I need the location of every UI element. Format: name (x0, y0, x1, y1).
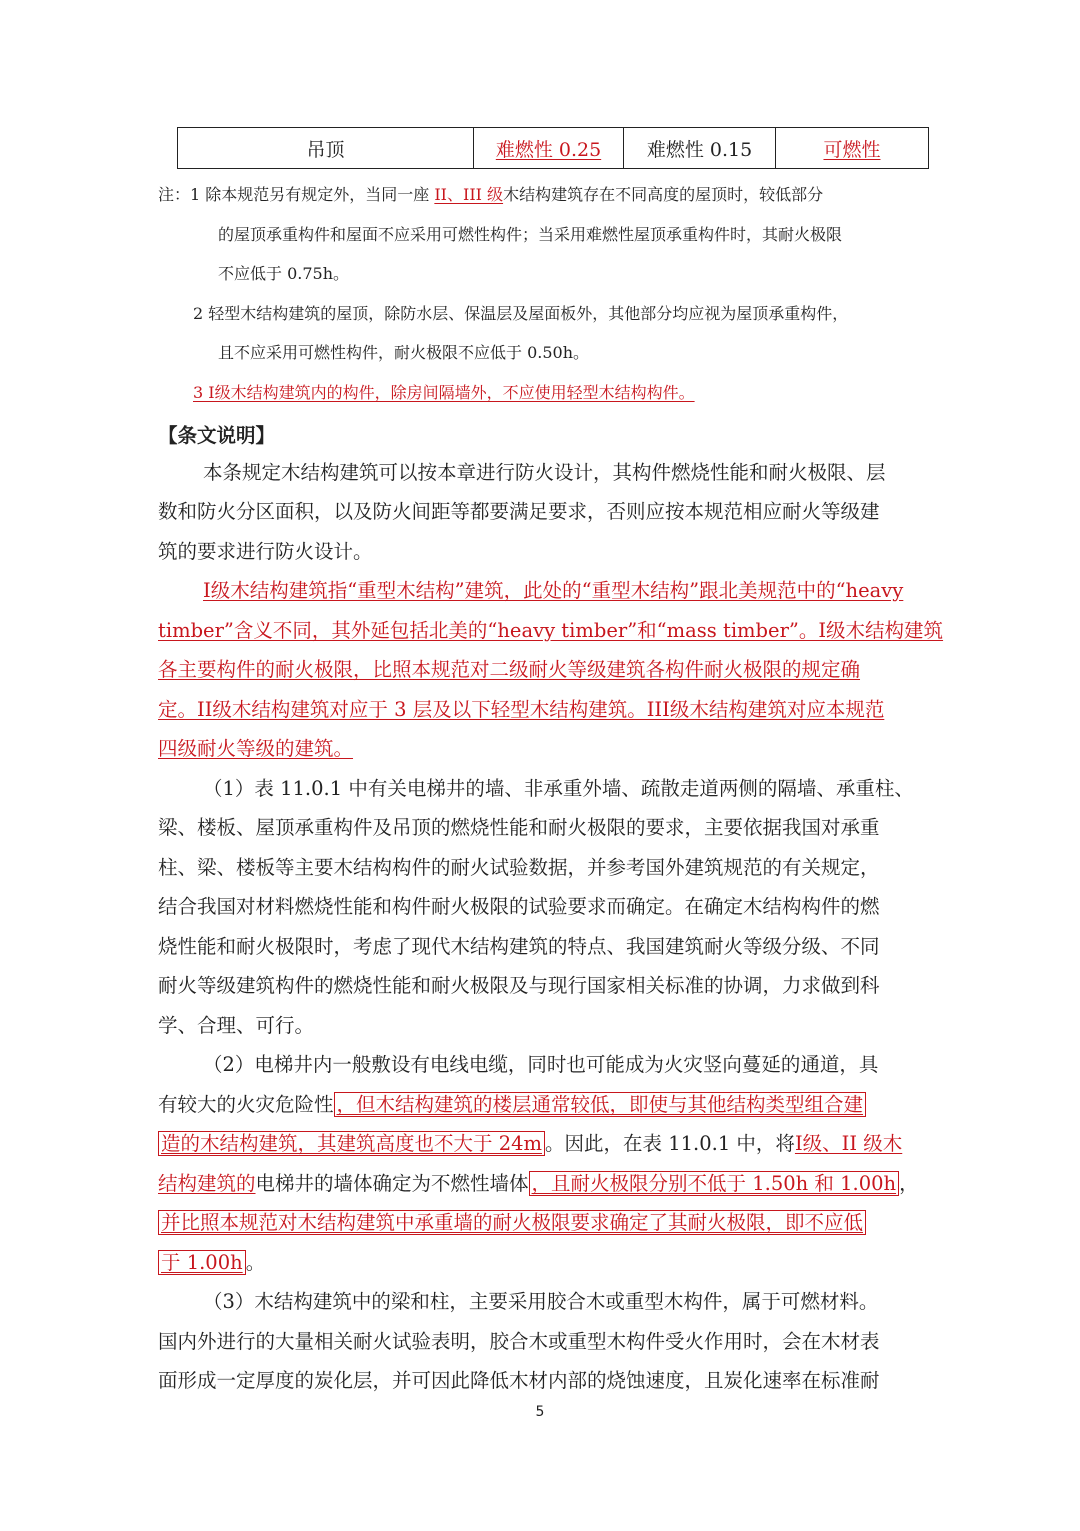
paragraph-4-line: 有较大的火灾危险性 ，但木结构建筑的楼层通常较低，即使与其他结构类型组合建 (158, 1092, 866, 1118)
paragraph-1-line: 筑的要求进行防火设计。 (158, 540, 373, 563)
paragraph-3-line: 结合我国对材料燃烧性能和构件耐火极限的试验要求而确定。在确定木结构构件的燃 (158, 895, 880, 918)
fire-rating-table-row (177, 127, 929, 169)
paragraph-3-line: 梁、楼板、屋顶承重构件及吊顶的燃烧性能和耐火极限的要求，主要依据我国对承重 (158, 816, 880, 839)
note-1-line-1: 注：1 除本规范另有规定外，当同一座 II、III 级木结构建筑存在不同高度的屋顶时，较低部分 (158, 185, 824, 204)
paragraph-3-line: 耐火等级建筑构件的燃烧性能和耐火极限及与现行国家相关标准的协调，力求做到科 (158, 974, 880, 997)
table-cell-value-2: 难燃性 0.15 (624, 128, 776, 169)
paragraph-2-line: 定。II级木结构建筑对应于 3 层及以下轻型木结构建筑。III级木结构建筑对应本规范 (158, 698, 885, 721)
paragraph-2-line: I级木结构建筑指“重型木结构”建筑，此处的“重型木结构”跟北美规范中的“heavy (203, 579, 904, 602)
paragraph-4-line: （2）电梯井内一般敷设有电线电缆，同时也可能成为火灾竖向蔓延的通道，具 (203, 1053, 879, 1076)
section-heading: 【条文说明】 (158, 424, 276, 447)
note-2-line-2: 且不应采用可燃性构件，耐火极限不应低于 0.50h。 (218, 343, 590, 362)
note-3: 3 I级木结构建筑内的构件，除房间隔墙外，不应使用轻型木结构构件。 (193, 383, 695, 402)
paragraph-4-line: 并比照本规范对木结构建筑中承重墙的耐火极限要求确定了其耐火极限，即不应低 (158, 1210, 866, 1236)
paragraph-1-line: 数和防火分区面积，以及防火间距等都要满足要求，否则应按本规范相应耐火等级建 (158, 500, 880, 523)
paragraph-5-line: 面形成一定厚度的炭化层，并可因此降低木材内部的烧蚀速度，且炭化速率在标准耐 (158, 1369, 880, 1392)
paragraph-4-line: 造的木结构建筑，其建筑高度也不大于 24m 。因此，在表 11.0.1 中，将I级、II 级木 (158, 1131, 902, 1157)
paragraph-4-line: 结构建筑的电梯井的墙体确定为不燃性墙体 ，且耐火极限分别不低于 1.50h 和 1.00h ， (158, 1172, 919, 1195)
paragraph-5-line: （3）木结构建筑中的梁和柱，主要采用胶合木或重型木构件，属于可燃材料。 (203, 1290, 879, 1313)
paragraph-5-line: 国内外进行的大量相关耐火试验表明，胶合木或重型木构件受火作用时，会在木材表 (158, 1330, 880, 1353)
note-1-line-2: 的屋顶承重构件和屋面不应采用可燃性构件；当采用难燃性屋顶承重构件时，其耐火极限 (218, 225, 843, 244)
note-1-line-3: 不应低于 0.75h。 (218, 264, 350, 283)
note-2-line-1: 2 轻型木结构建筑的屋顶，除防水层、保温层及屋面板外，其他部分均应视为屋顶承重构件， (193, 304, 849, 323)
table-cell-value-1: 难燃性 0.25 (474, 128, 624, 169)
paragraph-2-line: 四级耐火等级的建筑。 (158, 737, 354, 760)
page-number: 5 (535, 1404, 545, 1420)
paragraph-2-line: 各主要构件的耐火极限，比照本规范对二级耐火等级建筑各构件耐火极限的规定确 (158, 658, 861, 681)
paragraph-3-line: 柱、梁、楼板等主要木结构构件的耐火试验数据，并参考国外建筑规范的有关规定， (158, 856, 880, 879)
table-cell-value-3: 可燃性 (776, 128, 929, 169)
paragraph-3-line: （1）表 11.0.1 中有关电梯井的墙、非承重外墙、疏散走道两侧的隔墙、承重柱、 (203, 777, 914, 800)
paragraph-3-line: 学、合理、可行。 (158, 1014, 315, 1037)
table-cell-label: 吊顶 (178, 128, 474, 169)
paragraph-1-line: 本条规定木结构建筑可以按本章进行防火设计，其构件燃烧性能和耐火极限、层 (203, 461, 886, 484)
paragraph-4-line: 于 1.00h 。 (158, 1250, 265, 1276)
paragraph-2-line: timber”含义不同，其外延包括北美的“heavy timber”和“mass timber”。I级木结构建筑 (158, 619, 944, 642)
paragraph-3-line: 烧性能和耐火极限时，考虑了现代木结构建筑的特点、我国建筑耐火等级分级、不同 (158, 935, 880, 958)
